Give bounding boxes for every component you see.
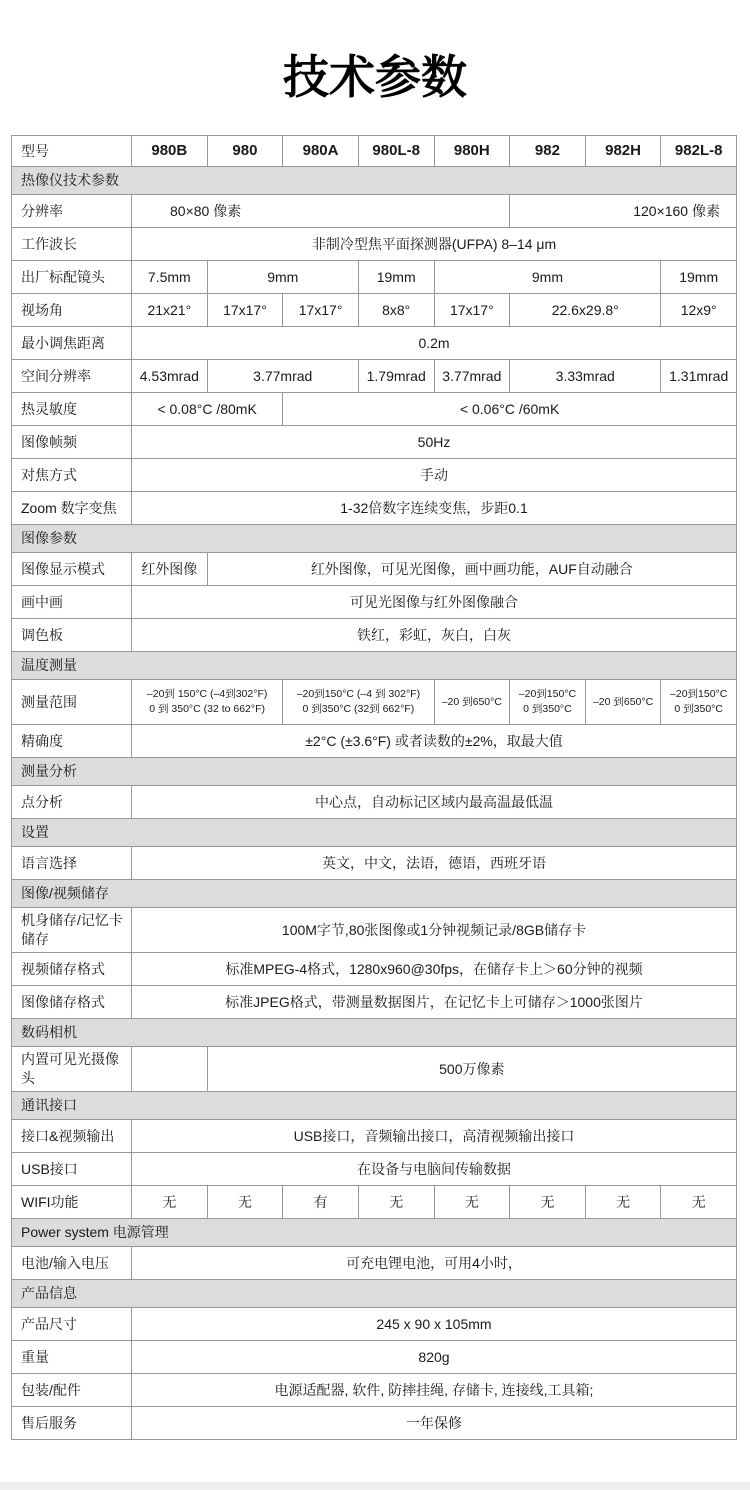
- io-label: 接口&视频输出: [12, 1119, 132, 1152]
- row-wifi: [12, 1185, 737, 1218]
- fov-980L-8: 8x8°: [358, 293, 434, 326]
- row-io: [12, 1119, 737, 1152]
- io-value: USB接口，音频输出接口，高清视频输出接口: [132, 1119, 737, 1152]
- range-980A-980L-8: [283, 679, 434, 724]
- row-framerate: [12, 425, 737, 458]
- spatial-label: 空间分辨率: [12, 359, 132, 392]
- accessories-label: 包装/配件: [12, 1373, 132, 1406]
- range-982L-8-line1: –20到150°C: [670, 688, 728, 701]
- netd-rest: < 0.06°C /60mK: [283, 392, 737, 425]
- range-982L-8: [661, 679, 737, 724]
- display-mode-label: 图像显示模式: [12, 552, 132, 585]
- model-col-982L-8: 982L-8: [661, 135, 737, 166]
- image-format-label: 图像储存格式: [12, 985, 132, 1018]
- section-camera: [12, 1018, 737, 1046]
- spatial-980B: 4.53mrad: [132, 359, 208, 392]
- model-col-980L-8: 980L-8: [358, 135, 434, 166]
- wavelength-value: 非制冷型焦平面探测器(UFPA) 8–14 μm: [132, 227, 737, 260]
- section-product-title: 产品信息: [12, 1279, 737, 1307]
- row-min-focus: [12, 326, 737, 359]
- row-size: [12, 1307, 737, 1340]
- resolution-120x160: 120×160 像素: [510, 194, 737, 227]
- section-storage-title: 图像/视频储存: [12, 879, 737, 907]
- row-memory: [12, 907, 737, 952]
- row-digital-zoom: [12, 491, 737, 524]
- warranty-label: 售后服务: [12, 1406, 132, 1439]
- range-980A-980L-8-line1: –20到150°C (–4 到 302°F): [296, 688, 421, 701]
- warranty-value: 一年保修: [132, 1406, 737, 1439]
- range-980H-line1: –20 到650°C: [441, 695, 502, 708]
- model-col-982: 982: [510, 135, 586, 166]
- section-image-params-title: 图像参数: [12, 524, 737, 552]
- resolution-80x80: 80×80 像素: [132, 194, 510, 227]
- wavelength-label: 工作波长: [12, 227, 132, 260]
- pip-value: 可见光图像与红外图像融合: [132, 585, 737, 618]
- wifi-982H: 无: [585, 1185, 661, 1218]
- row-accessories: [12, 1373, 737, 1406]
- visible-cam-empty-cell: [132, 1046, 208, 1091]
- row-focus-mode: [12, 458, 737, 491]
- visible-cam-label: 内置可见光摄像头: [12, 1046, 132, 1091]
- model-header-label: 型号: [12, 135, 132, 166]
- row-palette: [12, 618, 737, 651]
- page-title: 技术参数: [283, 51, 467, 103]
- range-982L-8-line2: 0 到350°C: [674, 702, 723, 715]
- fov-982L-8: 12x9°: [661, 293, 737, 326]
- range-982-line1: –20到150°C: [518, 688, 577, 701]
- model-col-980H: 980H: [434, 135, 510, 166]
- accuracy-value: ±2°C (±3.6°F) 或者读数的±2%，取最大值: [132, 724, 737, 757]
- row-display-mode: [12, 552, 737, 585]
- accessories-value: 电源适配器, 软件, 防摔挂绳, 存储卡, 连接线,工具箱;: [132, 1373, 737, 1406]
- row-battery: [12, 1246, 737, 1279]
- lens-980H-982-982H: 9mm: [434, 260, 661, 293]
- section-temp-measure-title: 温度测量: [12, 651, 737, 679]
- lens-980B: 7.5mm: [132, 260, 208, 293]
- spatial-980-980A: 3.77mrad: [207, 359, 358, 392]
- row-visible-cam: [12, 1046, 737, 1091]
- section-temp-measure: [12, 651, 737, 679]
- lens-980-980A: 9mm: [207, 260, 358, 293]
- row-fov: [12, 293, 737, 326]
- section-comm-title: 通讯接口: [12, 1091, 737, 1119]
- range-982H-line1: –20 到650°C: [592, 695, 654, 708]
- battery-value: 可充电锂电池，可用4小时，: [132, 1246, 737, 1279]
- wifi-980B: 无: [132, 1185, 208, 1218]
- memory-label: 机身储存/记忆卡储存: [12, 907, 132, 952]
- range-982-line2: 0 到350°C: [523, 702, 572, 715]
- spatial-982-982H: 3.33mrad: [510, 359, 661, 392]
- wifi-982L-8: 无: [661, 1185, 737, 1218]
- wifi-980H: 无: [434, 1185, 510, 1218]
- wifi-label: WIFI功能: [12, 1185, 132, 1218]
- range-980B-980: [132, 679, 283, 724]
- spatial-980H: 3.77mrad: [434, 359, 510, 392]
- resolution-label: 分辨率: [12, 194, 132, 227]
- section-analysis: [12, 757, 737, 785]
- row-usb: [12, 1152, 737, 1185]
- fov-980H: 17x17°: [434, 293, 510, 326]
- fov-980: 17x17°: [207, 293, 283, 326]
- lens-982L-8: 19mm: [661, 260, 737, 293]
- row-image-format: [12, 985, 737, 1018]
- display-mode-980B: 红外图像: [132, 552, 208, 585]
- accuracy-label: 精确度: [12, 724, 132, 757]
- row-spot: [12, 785, 737, 818]
- section-storage: [12, 879, 737, 907]
- section-power-title: Power system 电源管理: [12, 1218, 737, 1246]
- row-spatial: [12, 359, 737, 392]
- row-weight: [12, 1340, 737, 1373]
- spot-value: 中心点，自动标记区域内最高温最低温: [132, 785, 737, 818]
- memory-value: 100M字节,80张图像或1分钟视频记录/8GB储存卡: [132, 907, 737, 952]
- row-wavelength: [12, 227, 737, 260]
- lens-980L-8: 19mm: [358, 260, 434, 293]
- min-focus-value: 0.2m: [132, 326, 737, 359]
- video-format-value: 标准MPEG-4格式，1280x960@30fps，在储存卡上＞60分钟的视频: [132, 952, 737, 985]
- size-value: 245 x 90 x 105mm: [132, 1307, 737, 1340]
- section-thermal-title: 热像仪技术参数: [12, 166, 737, 194]
- video-format-label: 视频储存格式: [12, 952, 132, 985]
- min-focus-label: 最小调焦距离: [12, 326, 132, 359]
- weight-value: 820g: [132, 1340, 737, 1373]
- row-video-format: [12, 952, 737, 985]
- spatial-982L-8: 1.31mrad: [661, 359, 737, 392]
- section-power: [12, 1218, 737, 1246]
- range-980B-980-line2: 0 到 350°C (32 to 662°F): [149, 702, 266, 715]
- netd-label: 热灵敏度: [12, 392, 132, 425]
- framerate-value: 50Hz: [132, 425, 737, 458]
- wifi-980A: 有: [283, 1185, 359, 1218]
- fov-980B: 21x21°: [132, 293, 208, 326]
- row-pip: [12, 585, 737, 618]
- section-settings-title: 设置: [12, 818, 737, 846]
- lens-label: 出厂标配镜头: [12, 260, 132, 293]
- fov-982-982H: 22.6x29.8°: [510, 293, 661, 326]
- bottom-section-strip: [0, 1482, 750, 1490]
- language-value: 英文，中文，法语，德语，西班牙语: [132, 846, 737, 879]
- model-col-980B: 980B: [132, 135, 208, 166]
- range-980B-980-line1: –20到 150°C (–4到302°F): [146, 688, 268, 701]
- range-982H: [585, 679, 661, 724]
- row-netd: [12, 392, 737, 425]
- model-col-980: 980: [207, 135, 283, 166]
- row-language: [12, 846, 737, 879]
- display-mode-rest: 红外图像，可见光图像，画中画功能，AUF自动融合: [207, 552, 736, 585]
- usb-value: 在设备与电脑间传输数据: [132, 1152, 737, 1185]
- spot-label: 点分析: [12, 785, 132, 818]
- fov-label: 视场角: [12, 293, 132, 326]
- section-product: [12, 1279, 737, 1307]
- battery-label: 电池/输入电压: [12, 1246, 132, 1279]
- spatial-980L-8: 1.79mrad: [358, 359, 434, 392]
- range-980A-980L-8-line2: 0 到350°C (32到 662°F): [302, 702, 415, 715]
- language-label: 语言选择: [12, 846, 132, 879]
- palette-value: 铁红，彩虹，灰白，白灰: [132, 618, 737, 651]
- row-range: [12, 679, 737, 724]
- section-image-params: [12, 524, 737, 552]
- digital-zoom-value: 1-32倍数字连续变焦，步距0.1: [132, 491, 737, 524]
- weight-label: 重量: [12, 1340, 132, 1373]
- netd-980B-980: < 0.08°C /80mK: [132, 392, 283, 425]
- section-analysis-title: 测量分析: [12, 757, 737, 785]
- wifi-980: 无: [207, 1185, 283, 1218]
- digital-zoom-label: Zoom 数字变焦: [12, 491, 132, 524]
- focus-mode-value: 手动: [132, 458, 737, 491]
- model-col-982H: 982H: [585, 135, 661, 166]
- palette-label: 调色板: [12, 618, 132, 651]
- row-lens: [12, 260, 737, 293]
- range-980H: [434, 679, 510, 724]
- fov-980A: 17x17°: [283, 293, 359, 326]
- wifi-982: 无: [510, 1185, 586, 1218]
- image-format-value: 标准JPEG格式，带测量数据图片，在记忆卡上可储存＞1000张图片: [132, 985, 737, 1018]
- section-settings: [12, 818, 737, 846]
- row-model-header: [12, 135, 737, 166]
- row-accuracy: [12, 724, 737, 757]
- section-camera-title: 数码相机: [12, 1018, 737, 1046]
- spec-table: [11, 135, 737, 1440]
- range-982: [510, 679, 586, 724]
- range-label: 测量范围: [12, 679, 132, 724]
- section-thermal: [12, 166, 737, 194]
- focus-mode-label: 对焦方式: [12, 458, 132, 491]
- model-col-980A: 980A: [283, 135, 359, 166]
- wifi-980L-8: 无: [358, 1185, 434, 1218]
- row-resolution: [12, 194, 737, 227]
- visible-cam-value: 500万像素: [207, 1046, 736, 1091]
- framerate-label: 图像帧频: [12, 425, 132, 458]
- pip-label: 画中画: [12, 585, 132, 618]
- row-warranty: [12, 1406, 737, 1439]
- usb-label: USB接口: [12, 1152, 132, 1185]
- size-label: 产品尺寸: [12, 1307, 132, 1340]
- section-comm: [12, 1091, 737, 1119]
